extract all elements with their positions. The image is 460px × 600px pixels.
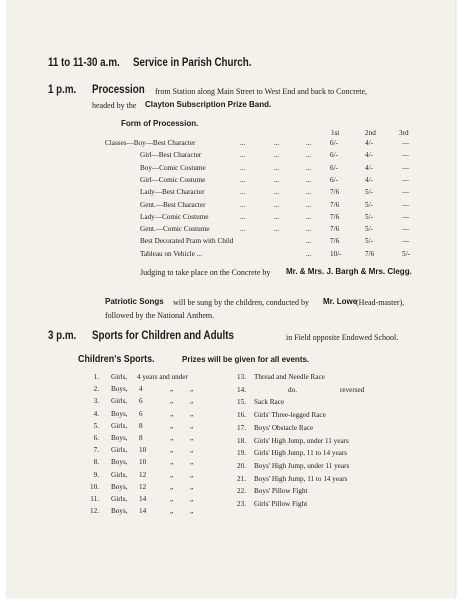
prize-second: 5/- xyxy=(365,200,373,209)
prize-third: — xyxy=(402,163,410,172)
leader-dots: ... xyxy=(274,188,280,197)
leader-dots: ... xyxy=(240,225,246,234)
leader-dots: ... xyxy=(274,200,280,209)
leader-dots: ... xyxy=(306,237,312,246)
leader-dots: ... xyxy=(274,175,280,184)
prize-first: 6/- xyxy=(330,175,338,184)
prize-third: — xyxy=(402,225,410,234)
ditto-mark: „ xyxy=(170,434,174,442)
event-who: Boys, xyxy=(111,458,128,467)
service-title: Service in Parish Church. xyxy=(133,57,252,69)
procession-class-label: Tableau on Vehicle ... xyxy=(140,249,203,258)
prize-third: — xyxy=(402,237,410,246)
event-age: 12 xyxy=(139,470,147,479)
event-number: 7. xyxy=(93,446,99,455)
service-time: 11 to 11-30 a.m. xyxy=(48,57,120,69)
event-number: 1. xyxy=(93,373,99,381)
event-number: 5. xyxy=(93,421,99,430)
event-number: 20. xyxy=(237,461,246,470)
prize-second: 5/- xyxy=(365,188,373,197)
conductor-role: (Head-master), xyxy=(356,298,405,307)
event-number: 15. xyxy=(237,398,246,407)
patriotic-songs-title: Patriotic Songs xyxy=(105,297,164,306)
procession-class-label: Girl—Best Character xyxy=(140,151,202,160)
ditto-mark: „ xyxy=(190,495,194,503)
ditto-mark: „ xyxy=(190,385,194,394)
form-of-procession-heading: Form of Procession. xyxy=(121,119,199,128)
event-number: 9. xyxy=(93,470,99,479)
procession-class-label: Gent.—Best Character xyxy=(140,200,206,209)
prize-third: 5/- xyxy=(402,249,410,258)
event-age: 8 xyxy=(139,421,143,430)
event-name: do. xyxy=(288,385,297,394)
event-who: Boys, xyxy=(111,482,128,491)
ditto-mark: „ xyxy=(170,385,174,394)
event-number: 2. xyxy=(93,385,99,394)
event-name: Boys' High Jump, 11 to 14 years xyxy=(254,474,348,483)
event-age: 8 xyxy=(139,434,143,442)
event-age: 10 xyxy=(139,458,147,467)
event-number: 6. xyxy=(93,434,99,442)
event-number: 14. xyxy=(237,385,246,394)
ditto-mark: „ xyxy=(170,446,174,455)
ditto-mark: „ xyxy=(190,409,194,418)
event-name: Girls' High Jump, under 11 years xyxy=(254,436,349,445)
prize-first: 6/- xyxy=(330,151,338,160)
leader-dots: ... xyxy=(306,225,312,234)
event-age: 6 xyxy=(139,409,143,418)
event-number: 19. xyxy=(237,449,246,458)
event-who: Girls, xyxy=(111,495,128,503)
procession-class-label: Classes—Boy—Best Character xyxy=(105,139,196,147)
leader-dots: ... xyxy=(306,249,312,258)
prize-second: 4/- xyxy=(365,139,373,147)
prize-column-header: 1st xyxy=(331,129,340,137)
prizes-note: Prizes will be given for all events. xyxy=(182,355,310,364)
event-who: Boys, xyxy=(111,434,128,442)
event-who: Boys, xyxy=(111,507,128,516)
prize-second: 4/- xyxy=(365,175,373,184)
event-number: 23. xyxy=(237,500,246,508)
prize-first: 7/6 xyxy=(330,200,340,209)
event-number: 17. xyxy=(237,423,246,432)
leader-dots: ... xyxy=(240,200,246,209)
prize-second: 5/- xyxy=(365,212,373,221)
prize-third: — xyxy=(402,139,410,147)
ditto-mark: „ xyxy=(190,421,194,430)
procession-class-label: Boy—Comic Costume xyxy=(140,163,206,172)
ditto-mark: „ xyxy=(170,409,174,418)
event-age: 4 xyxy=(139,385,143,394)
prize-second: 5/- xyxy=(365,237,373,246)
event-name: Boys' Obstacle Race xyxy=(254,423,314,432)
sports-location: in Field opposite Endowed School. xyxy=(286,333,399,342)
prize-second: 5/- xyxy=(365,225,373,234)
ditto-mark: „ xyxy=(170,507,174,516)
leader-dots: ... xyxy=(306,139,312,147)
patriotic-songs-text: will be sung by the children, conducted by xyxy=(173,298,309,307)
event-name: Boys' High Jump, under 11 years xyxy=(254,461,350,470)
programme-page xyxy=(6,0,455,598)
event-number: 13. xyxy=(237,373,246,381)
event-who: Boys, xyxy=(111,385,128,394)
procession-class-label: Girl—Comic Costume xyxy=(140,175,206,184)
leader-dots: ... xyxy=(274,212,280,221)
event-age: 14 xyxy=(139,495,147,503)
event-number: 4. xyxy=(93,409,99,418)
event-name: Girls' Three-legged Race xyxy=(254,411,326,420)
prize-second: 4/- xyxy=(365,163,373,172)
prize-first: 10/- xyxy=(330,249,342,258)
prize-first: 6/- xyxy=(330,139,338,147)
judging-text: Judging to take place on the Concrete by xyxy=(140,268,271,277)
leader-dots: ... xyxy=(306,200,312,209)
leader-dots: ... xyxy=(240,163,246,172)
prize-third: — xyxy=(402,212,410,221)
prize-second: 4/- xyxy=(365,151,373,160)
procession-headed-by: headed by the xyxy=(92,101,137,110)
event-number: 16. xyxy=(237,411,246,420)
event-number: 11. xyxy=(90,495,99,503)
procession-title: Procession xyxy=(92,84,145,96)
event-who: Girls, xyxy=(111,446,128,455)
leader-dots: ... xyxy=(306,188,312,197)
event-age: 12 xyxy=(139,482,147,491)
leader-dots: ... xyxy=(240,212,246,221)
prize-third: — xyxy=(402,175,410,184)
procession-time: 1 p.m. xyxy=(48,84,77,96)
ditto-mark: „ xyxy=(170,482,174,491)
event-name: Girls' Pillow Fight xyxy=(254,500,308,508)
event-number: 12. xyxy=(90,507,99,516)
prize-first: 7/6 xyxy=(330,225,340,234)
sports-time: 3 p.m. xyxy=(48,330,77,342)
ditto-mark: „ xyxy=(170,421,174,430)
leader-dots: ... xyxy=(240,188,246,197)
event-who: Boys, xyxy=(111,409,128,418)
prize-first: 6/- xyxy=(330,163,338,172)
ditto-mark: „ xyxy=(190,446,194,455)
event-who: Girls, xyxy=(111,421,128,430)
prize-column-header: 3rd xyxy=(399,129,409,137)
leader-dots: ... xyxy=(240,151,246,160)
event-name: Girls' High Jump, 11 to 14 years xyxy=(254,449,348,458)
prize-third: — xyxy=(402,188,410,197)
procession-route: from Station along Main Street to West End and back to Concrete, xyxy=(155,87,368,96)
leader-dots: ... xyxy=(274,151,280,160)
prize-third: — xyxy=(402,151,410,160)
prize-first: 7/6 xyxy=(330,188,340,197)
procession-class-label: Lady—Best Character xyxy=(140,188,205,197)
event-number: 10. xyxy=(90,482,99,491)
ditto-mark: „ xyxy=(190,482,194,491)
childrens-sports-heading: Children's Sports. xyxy=(78,353,155,365)
leader-dots: ... xyxy=(306,163,312,172)
ditto-mark: „ xyxy=(190,434,194,442)
ditto-mark: „ xyxy=(170,495,174,503)
prize-third: — xyxy=(402,200,410,209)
national-anthem-line: followed by the National Anthem. xyxy=(105,311,215,320)
ditto-mark: „ xyxy=(170,470,174,479)
leader-dots: ... xyxy=(306,212,312,221)
prize-first: 7/6 xyxy=(330,212,340,221)
prize-column-header: 2nd xyxy=(365,129,376,137)
procession-class-label: Gent.—Comic Costume xyxy=(140,225,210,234)
event-number: 21. xyxy=(237,474,246,483)
event-name: Boys' Pillow Fight xyxy=(254,487,308,496)
event-age: 14 xyxy=(139,507,147,516)
ditto-mark: „ xyxy=(190,507,194,516)
ditto-mark: „ xyxy=(190,458,194,467)
leader-dots: ... xyxy=(240,175,246,184)
ditto-mark: „ xyxy=(190,470,194,479)
event-who: Girls, xyxy=(111,373,128,381)
ditto-mark: „ xyxy=(170,458,174,467)
event-number: 8. xyxy=(93,458,99,467)
sports-title: Sports for Children and Adults xyxy=(92,330,234,342)
procession-class-label: Best Decorated Pram with Child xyxy=(140,237,234,246)
conductor-name: Mr. Lowe xyxy=(323,297,358,306)
ditto-mark: „ xyxy=(190,397,194,406)
leader-dots: ... xyxy=(306,151,312,160)
prize-first: 7/6 xyxy=(330,237,340,246)
leader-dots: ... xyxy=(274,225,280,234)
leader-dots: ... xyxy=(274,163,280,172)
event-modifier: reversed xyxy=(340,385,365,394)
event-age: 4 years and under xyxy=(137,373,188,381)
prize-second: 7/6 xyxy=(365,249,375,258)
event-number: 22. xyxy=(237,487,246,496)
leader-dots: ... xyxy=(306,175,312,184)
ditto-mark: „ xyxy=(170,397,174,406)
event-age: 6 xyxy=(139,397,143,406)
event-who: Girls, xyxy=(111,397,128,406)
event-number: 3. xyxy=(93,397,99,406)
leader-dots: ... xyxy=(274,139,280,147)
event-name: Thread and Needle Race xyxy=(254,373,325,381)
procession-band: Clayton Subscription Prize Band. xyxy=(145,100,272,109)
event-name: Sack Race xyxy=(254,398,285,407)
event-number: 18. xyxy=(237,436,246,445)
procession-class-label: Lady—Comic Costume xyxy=(140,212,209,221)
judges-names: Mr. & Mrs. J. Bargh & Mrs. Clegg. xyxy=(286,267,412,276)
event-age: 10 xyxy=(139,446,147,455)
leader-dots: ... xyxy=(240,139,246,147)
event-who: Girls, xyxy=(111,470,128,479)
